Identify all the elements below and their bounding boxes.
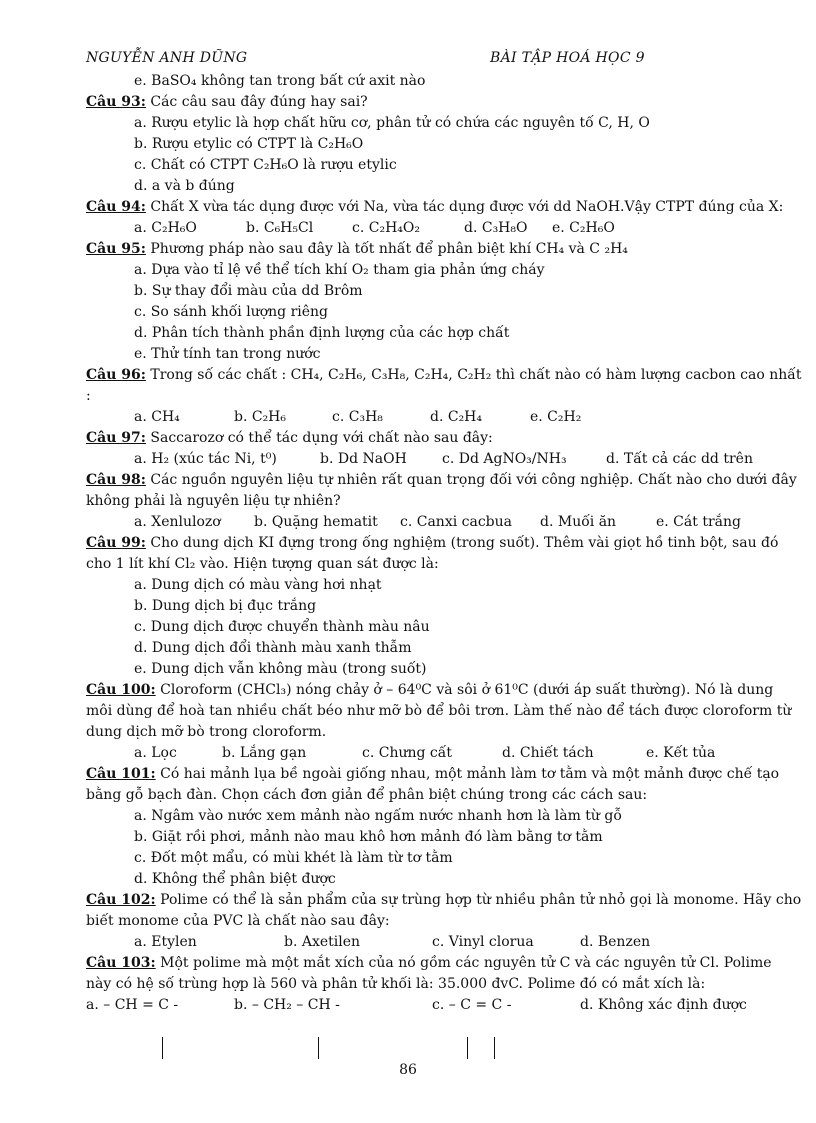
header-author: NGUYỄN ANH DŨNG [86, 50, 248, 66]
option-row [86, 512, 786, 533]
option-item: b. Lắng gạn [222, 745, 307, 761]
option-item: c. – C = C - [432, 997, 512, 1013]
question-99 [86, 533, 786, 554]
question-text: Saccarozơ có thể tác dụng với chất nào sau đây: [150, 430, 493, 446]
question-continuation: dung dịch mỡ bò trong cloroform. [86, 724, 327, 740]
bond-line [494, 1037, 495, 1059]
bond-line [318, 1037, 319, 1059]
option-item: a. Etylen [134, 934, 197, 950]
option-item: e. C₂H₆O [552, 220, 615, 236]
option-item: b. Axetilen [284, 934, 361, 950]
question-103 [86, 953, 786, 974]
question-text: Các nguồn nguyên liệu tự nhiên rất quan trọng đối với công nghiệp. Chất nào cho dưới đây [150, 472, 797, 488]
question-continuation: bằng gỗ bạch đàn. Chọn cách đơn giản để phân biệt chúng trong các cách sau: [86, 787, 648, 803]
option-row [86, 743, 786, 764]
question-label: Câu 99: [86, 535, 146, 551]
question-label: Câu 102: [86, 892, 156, 908]
option-item: e. Thử tính tan trong nước [134, 346, 321, 362]
option-item: c. C₃H₈ [332, 409, 383, 425]
option-row [86, 449, 786, 470]
option-item: c. So sánh khối lượng riêng [134, 304, 329, 320]
option-item: c. C₂H₄O₂ [352, 220, 420, 236]
question-102 [86, 890, 802, 911]
question-continuation: : [86, 388, 91, 404]
question-96 [86, 365, 802, 386]
option-item: d. Phân tích thành phần định lượng của các hợp chất [134, 325, 510, 341]
question-98 [86, 470, 797, 491]
option-item: d. Benzen [580, 934, 651, 950]
question-101 [86, 764, 786, 785]
question-text: Có hai mảnh lụa bề ngoài giống nhau, một mảnh làm tơ tằm và một mảnh được chế tạo [160, 766, 780, 782]
question-continuation: không phải là nguyên liệu tự nhiên? [86, 493, 341, 509]
question-text: Phương pháp nào sau đây là tốt nhất để phân biệt khí CH₄ và C ₂H₄ [150, 241, 628, 257]
question-text: Cho dung dịch KI đựng trong ống nghiệm (trong suốt). Thêm vài giọt hồ tinh bột, sau đó [150, 535, 779, 551]
question-label: Câu 95: [86, 241, 146, 257]
option-item: d. a và b đúng [134, 178, 235, 194]
option-row [86, 995, 786, 1016]
option-item: a. C₂H₆O [134, 220, 197, 236]
option-item: c. Dd AgNO₃/NH₃ [442, 451, 567, 467]
question-label: Câu 101: [86, 766, 156, 782]
option-item: b. C₆H₅Cl [246, 220, 314, 236]
option-row [86, 407, 786, 428]
option-item: b. C₂H₆ [234, 409, 287, 425]
option-item: d. Muối ăn [540, 514, 617, 530]
option-item: d. C₃H₈O [464, 220, 528, 236]
page-content [86, 71, 802, 1016]
question-label: Câu 103: [86, 955, 156, 971]
question-text: Polime có thể là sản phẩm của sự trùng hợp từ nhiều phân tử nhỏ gọi là monome. Hãy cho [160, 892, 802, 908]
question-label: Câu 93: [86, 94, 146, 110]
option-item: c. Vinyl clorua [432, 934, 534, 950]
option-item: a. H₂ (xúc tác Ni, t⁰) [134, 451, 277, 467]
page-number: 86 [399, 1062, 417, 1078]
option-item: e. Cát trắng [656, 514, 741, 530]
option-item: a. Dung dịch có màu vàng hơi nhạt [134, 577, 382, 593]
option-item: d. Chiết tách [502, 745, 594, 761]
option-item: c. Đốt một mẩu, có mùi khét là làm từ tơ tằm [134, 850, 453, 866]
question-text: Trong số các chất : CH₄, C₂H₆, C₃H₈, C₂H₄, C₂H₂ thì chất nào có hàm lượng cacbon cao nhất [150, 367, 802, 383]
option-item: c. Canxi cacbua [400, 514, 512, 530]
question-95 [86, 239, 786, 260]
question-93 [86, 92, 786, 113]
question-label: Câu 98: [86, 472, 146, 488]
question-text: Chất X vừa tác dụng được với Na, vừa tác dụng được với dd NaOH.Vậy CTPT đúng của X: [150, 199, 784, 215]
question-continuation: biết monome của PVC là chất nào sau đây: [86, 913, 390, 929]
bond-line [467, 1037, 468, 1059]
option-item: d. Không thể phân biệt được [134, 871, 336, 887]
option-row [86, 932, 786, 953]
option-item: b. Sự thay đổi màu của dd Brôm [134, 283, 363, 299]
question-97 [86, 428, 786, 449]
option-item: a. CH₄ [134, 409, 180, 425]
option-item: a. Rượu etylic là hợp chất hữu cơ, phân tử có chứa các nguyên tố C, H, O [134, 115, 650, 131]
bond-line [162, 1037, 163, 1059]
question-continuation: này có hệ số trùng hợp là 560 và phân tử khối là: 35.000 đvC. Polime đó có mắt xích là: [86, 976, 706, 992]
header-title: BÀI TẬP HOÁ HỌC 9 [490, 50, 645, 66]
option-item: c. Chưng cất [362, 745, 452, 761]
option-item: e. Dung dịch vẫn không màu (trong suốt) [134, 661, 427, 677]
question-label: Câu 100: [86, 682, 156, 698]
question-label: Câu 97: [86, 430, 146, 446]
list-item: e. BaSO₄ không tan trong bất cứ axit nào [134, 73, 426, 89]
option-item: c. Chất có CTPT C₂H₆O là rượu etylic [134, 157, 397, 173]
option-item: b. – CH₂ – CH - [234, 997, 340, 1013]
option-item: b. Quặng hematit [254, 514, 378, 530]
option-item: a. Ngâm vào nước xem mảnh nào ngấm nước nhanh hơn là làm từ gỗ [134, 808, 622, 824]
option-row [86, 218, 786, 239]
option-item: b. Dd NaOH [320, 451, 407, 467]
question-label: Câu 94: [86, 199, 146, 215]
option-item: d. Dung dịch đổi thành màu xanh thẫm [134, 640, 412, 656]
option-item: d. Tất cả các dd trên [606, 451, 753, 467]
option-item: b. Dung dịch bị đục trắng [134, 598, 317, 614]
option-item: a. Lọc [134, 745, 177, 761]
question-continuation: môi dùng để hoà tan nhiều chất béo như mỡ bò để bôi trơn. Làm thế nào để tách được cloroform từ [86, 703, 792, 719]
question-100 [86, 680, 786, 701]
option-item: a. – CH = C - [86, 997, 179, 1013]
question-text: Các câu sau đây đúng hay sai? [150, 94, 368, 110]
option-item: e. Kết tủa [646, 745, 716, 761]
option-item: d. Không xác định được [580, 997, 747, 1013]
option-item: a. Dựa vào tỉ lệ về thể tích khí O₂ tham gia phản ứng cháy [134, 262, 545, 278]
question-text: Cloroform (CHCl₃) nóng chảy ở – 64⁰C và sôi ở 61⁰C (dưới áp suất thường). Nó là dung [160, 682, 774, 698]
question-continuation: cho 1 lít khí Cl₂ vào. Hiện tượng quan sát được là: [86, 556, 439, 572]
option-item: e. C₂H₂ [530, 409, 582, 425]
option-item: b. Giặt rồi phơi, mảnh nào mau khô hơn mảnh đó làm bằng tơ tằm [134, 829, 603, 845]
option-item: c. Dung dịch được chuyển thành màu nâu [134, 619, 430, 635]
question-text: Một polime mà một mắt xích của nó gồm các nguyên tử C và các nguyên tử Cl. Polime [160, 955, 772, 971]
option-item: a. Xenlulozơ [134, 514, 221, 530]
question-94 [86, 197, 786, 218]
question-label: Câu 96: [86, 367, 146, 383]
option-item: d. C₂H₄ [430, 409, 483, 425]
option-item: b. Rượu etylic có CTPT là C₂H₆O [134, 136, 364, 152]
